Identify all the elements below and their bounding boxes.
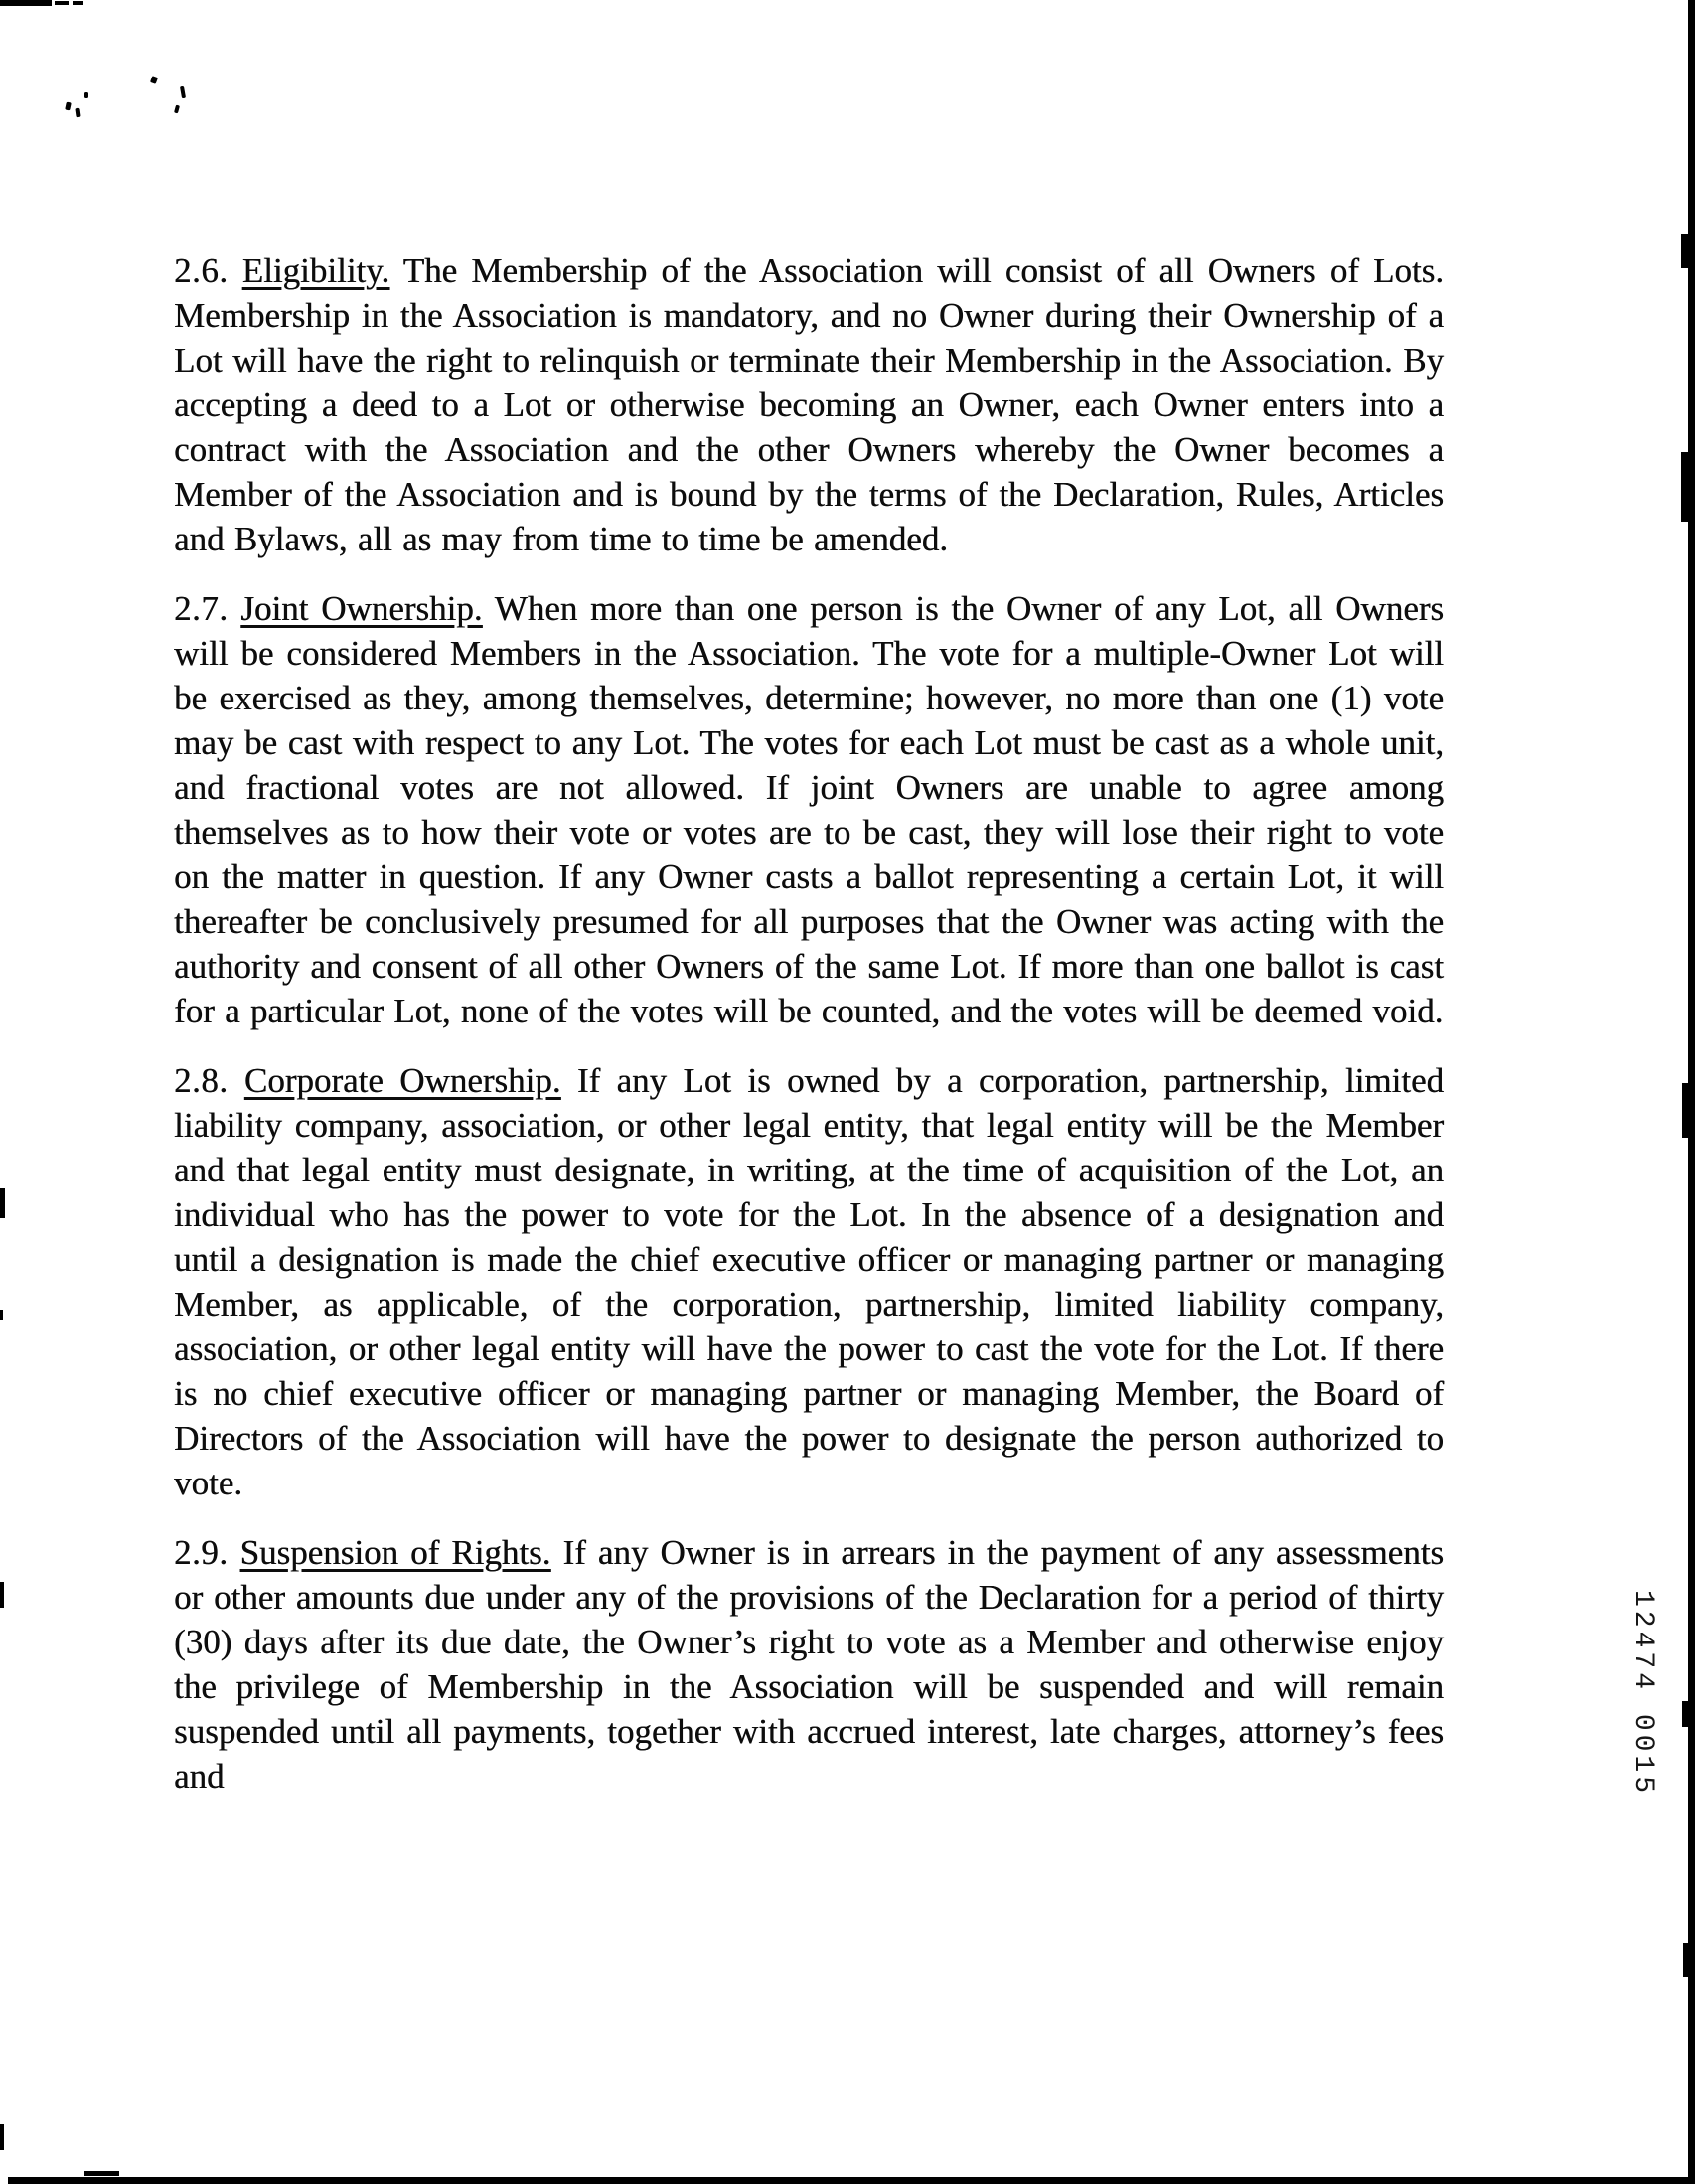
scan-artifact-left-edge-tick xyxy=(0,1310,3,1320)
section-number: 2.7. xyxy=(174,589,229,628)
section-body: The Membership of the Association will consist of all Owners of Lots. Membership in the Association is mandatory, and no Owner during their Ownership of a Lot will have the right to relinquish or terminate their Membership in the Association. By accepting a deed to a Lot or otherwise becoming an Owner, each Owner enters into a contract with the Association and the other Owners whereby the Owner becomes a Member of the Association and is bound by the terms of the Declaration, Rules, Articles and Bylaws, all as may from time to time be amended. xyxy=(174,251,1445,558)
section-title: Corporate Ownership. xyxy=(243,1061,561,1100)
scan-artifact-right-edge-blob xyxy=(1682,1701,1695,1727)
section-suspension-of-rights xyxy=(174,1530,1444,1798)
section-number: 2.9. xyxy=(174,1533,229,1572)
scan-artifact-bottom-line xyxy=(8,2177,1695,2184)
scan-artifact-speck xyxy=(75,108,80,118)
scan-artifact-right-edge-blob xyxy=(1681,234,1695,268)
scan-artifact-speck xyxy=(174,105,180,114)
section-title: Suspension of Rights. xyxy=(239,1533,551,1572)
margin-reference-number: 12474 0015 xyxy=(1627,1590,1658,1797)
scan-artifact-speck xyxy=(180,86,186,99)
scan-artifact-left-edge-tick xyxy=(0,1188,5,1218)
scan-artifact-speck xyxy=(150,76,158,84)
section-corporate-ownership xyxy=(174,1058,1444,1505)
scan-artifact-bottom-dash xyxy=(84,2171,119,2176)
section-title: Eligibility. xyxy=(241,251,390,290)
scan-artifact-speck xyxy=(84,92,88,98)
section-body: If any Owner is in arrears in the payment of any assessments or other amounts due under any of the provisions of the Declaration for a period of thirty (30) days after its due date, the Owner’s right to vote as a Member and otherwise enjoy the privilege of Membership in the Association will be suspended and will remain suspended until all payments, together with accrued interest, late charges, attorney’s fees and xyxy=(174,1533,1445,1795)
scan-artifact-right-edge-blob xyxy=(1683,1943,1695,1977)
scan-artifact-top-dash xyxy=(55,1,69,5)
section-joint-ownership xyxy=(174,586,1444,1033)
section-body: If any Lot is owned by a corporation, partnership, limited liability company, association, or other legal entity, that legal entity will be the Member and that legal entity must designate, in writing, at the time of acquisition of the Lot, an individual who has the power to vote for the Lot. In the absence of a designation and until a designation is made the chief executive officer or managing partner or managing Member, as applicable, of the corporation, partnership, limited liability company, association, or other legal entity will have the power to cast the vote for the Lot. If there is no chief executive officer or managing partner or managing Member, the Board of Directors of the Association will have the power to designate the person authorized to vote. xyxy=(174,1061,1444,1502)
section-body: When more than one person is the Owner of any Lot, all Owners will be considered Members in the Association. The vote for a multiple-Owner Lot will be exercised as they, among themselves, determine; however, no more than one (1) vote may be cast with respect to any Lot. The votes for each Lot must be cast as a whole unit, and fractional votes are not allowed. If joint Owners are unable to agree among themselves as to how their vote or votes are to be cast, they will lose their right to vote on the matter in question. If any Owner casts a ballot representing a certain Lot, it will thereafter be conclusively presumed for all purposes that the Owner was acting with the authority and consent of all other Owners of the same Lot. If more than one ballot is cast for a particular Lot, none of the votes will be counted, and the votes will be deemed void. xyxy=(174,589,1445,1030)
section-title: Joint Ownership. xyxy=(240,589,483,628)
scan-artifact-left-edge-tick xyxy=(0,1582,4,1608)
section-number: 2.6. xyxy=(174,251,229,290)
section-number: 2.8. xyxy=(174,1061,229,1100)
section-eligibility xyxy=(174,248,1444,561)
scan-artifact-top-left-line xyxy=(0,0,52,6)
scan-artifact-right-edge-blob xyxy=(1682,1083,1695,1138)
scan-artifact-top-dash xyxy=(73,1,83,5)
scan-artifact-left-edge-tick xyxy=(0,2124,4,2150)
document-text-block xyxy=(174,248,1444,1823)
scan-artifact-speck xyxy=(65,102,72,111)
scan-artifact-right-edge-blob xyxy=(1681,452,1695,522)
